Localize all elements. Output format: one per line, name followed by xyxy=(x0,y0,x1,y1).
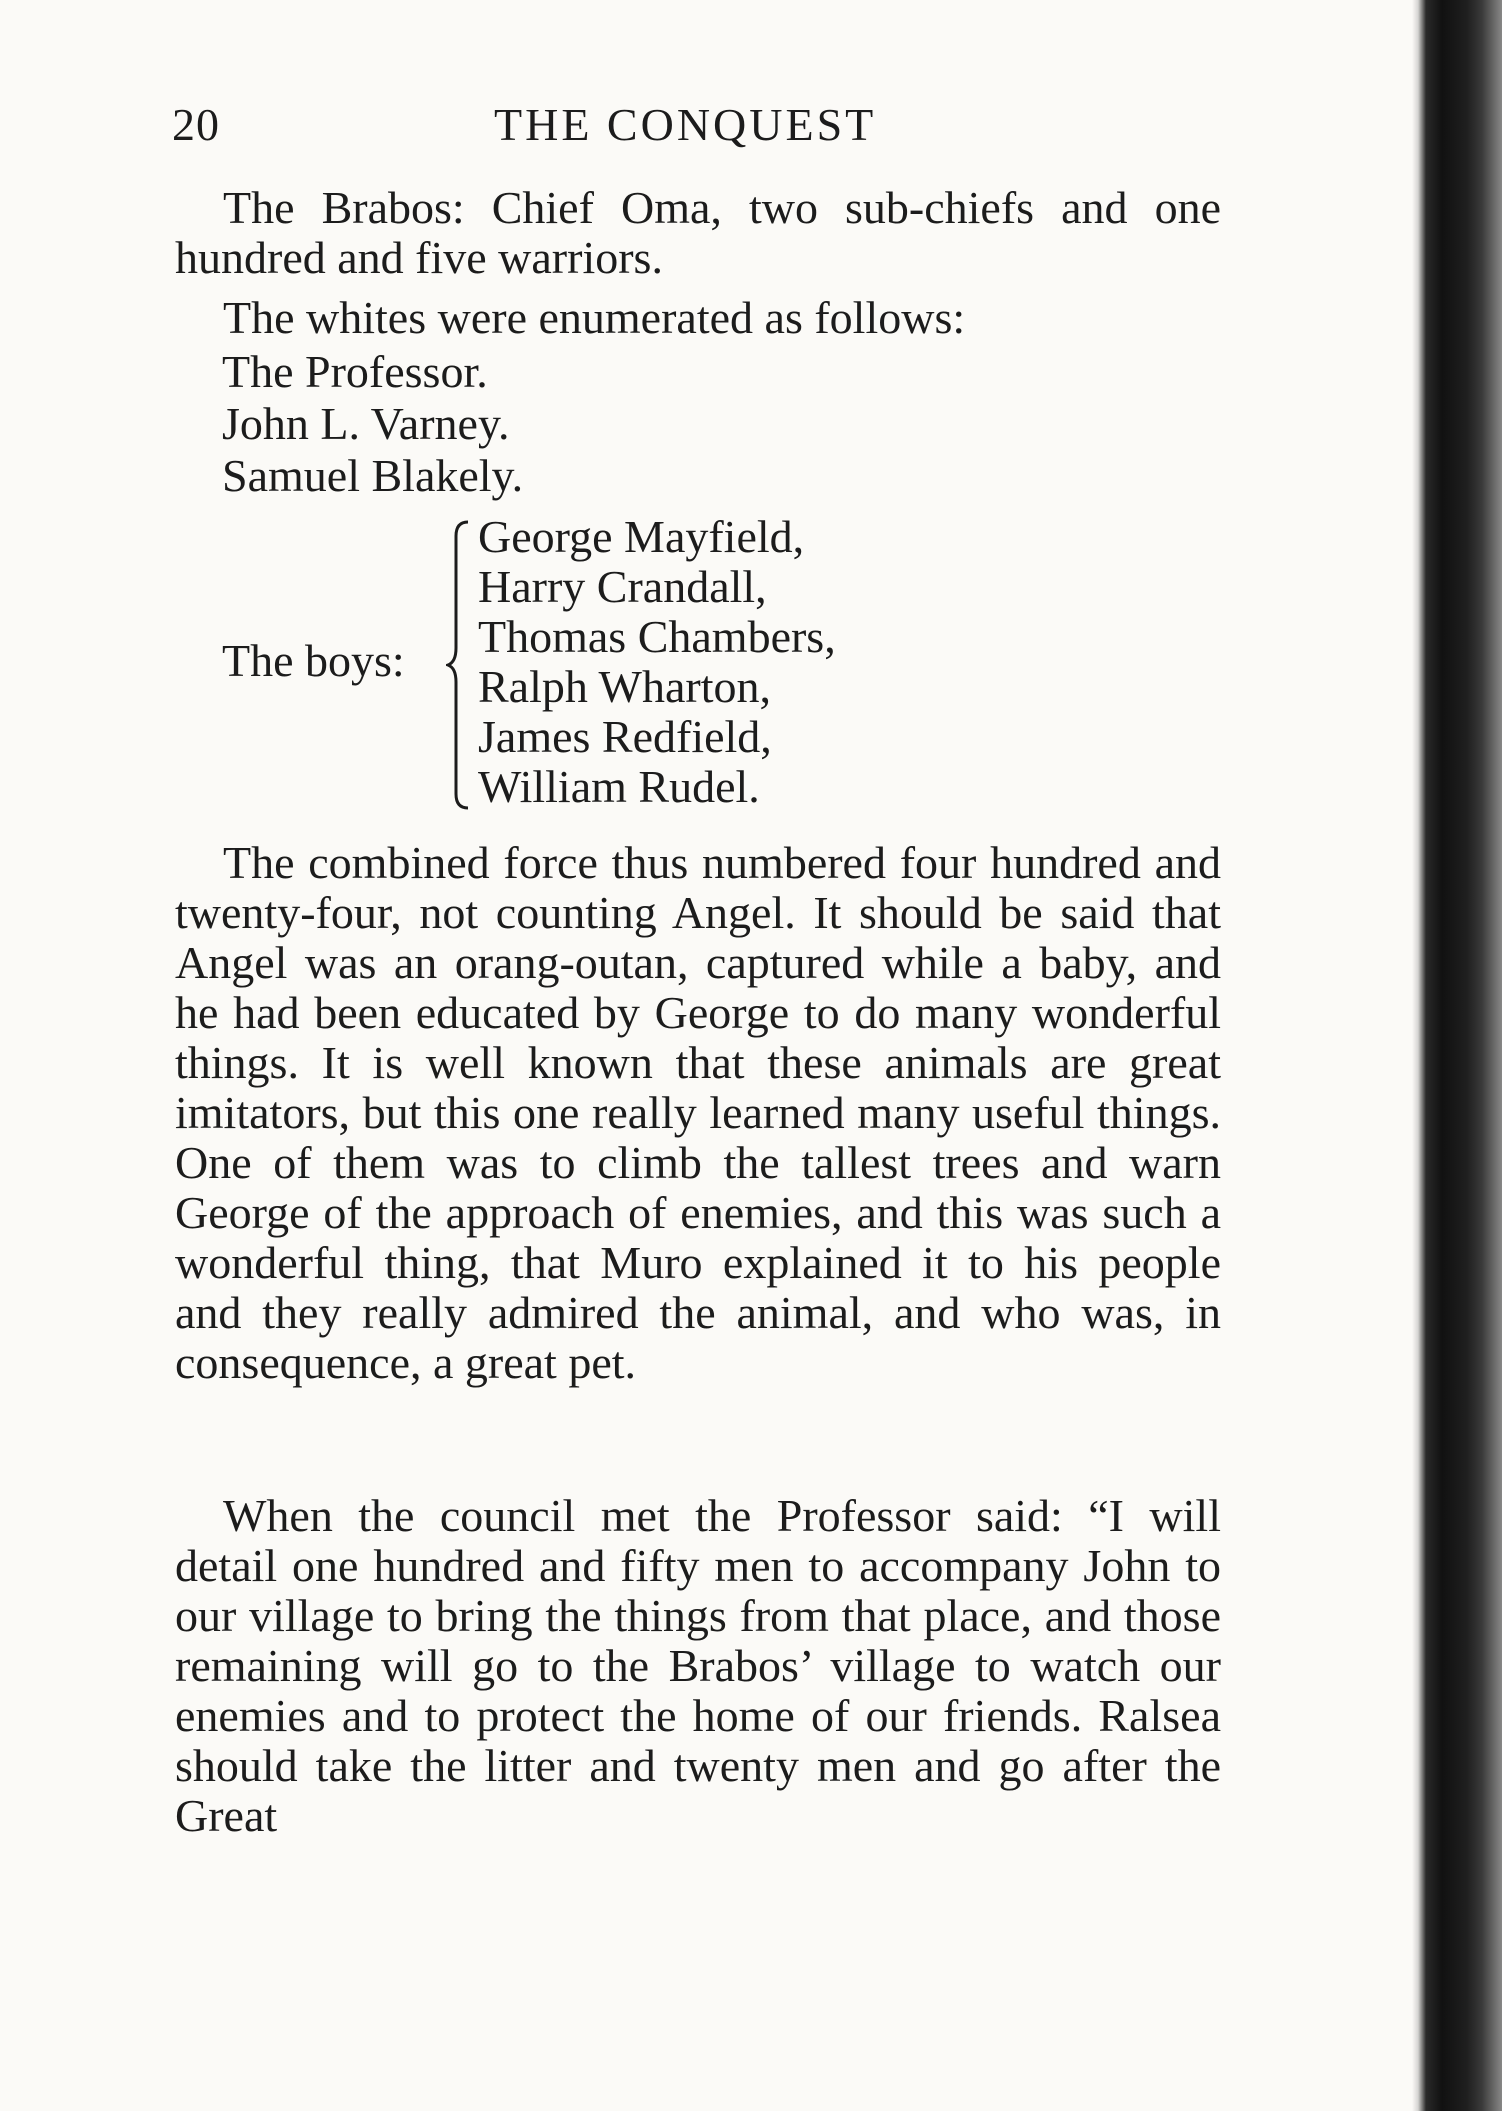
left-brace xyxy=(446,520,472,810)
boy-name: George Mayfield, xyxy=(478,511,805,562)
page-number: 20 xyxy=(172,99,220,150)
book-spine-edge xyxy=(1412,0,1502,2111)
boy-name: Thomas Chambers, xyxy=(478,611,836,662)
paragraph-brabos: The Brabos: Chief Oma, two sub-chiefs and one hundred and five warriors. xyxy=(175,182,1221,283)
paragraph-whites-intro: The whites were enumerated as follows: xyxy=(223,292,966,343)
roster-varney: John L. Varney. xyxy=(222,398,510,449)
roster-blakely: Samuel Blakely. xyxy=(222,450,524,501)
boy-name: James Redfield, xyxy=(478,711,772,762)
boy-name: William Rudel. xyxy=(478,761,760,812)
page-header xyxy=(172,98,1222,158)
boy-name: Harry Crandall, xyxy=(478,561,767,612)
boys-list xyxy=(478,512,836,812)
roster-professor: The Professor. xyxy=(222,346,488,397)
boy-name: Ralph Wharton, xyxy=(478,661,771,712)
paragraph-council: When the council met the Professor said: “I will detail one hundred and fifty men to accompany John to our village to bring the things from that place, and those remaining will go to the Brabos’ village to watch our enemies and to protect the home of our friends. Ralsea should take the litter and twenty men and go after the Great xyxy=(175,1490,1221,1841)
running-title: THE CONQUEST xyxy=(494,99,877,150)
paragraph-combined-force: The combined force thus numbered four hundred and twenty-four, not counting Angel. It should be said that Angel was an orang-outan, captured while a baby, and he had been educated by George to do many wonderful things. It is well known that these animals are great imitators, but this one really learned many useful things. One of them was to climb the tallest trees and warn George of the approach of enemies, and this was such a wonderful thing, that Muro explained it to his people and they really admired the animal, and who was, in consequence, a great pet. xyxy=(175,837,1221,1388)
boys-label: The boys: xyxy=(222,635,405,686)
